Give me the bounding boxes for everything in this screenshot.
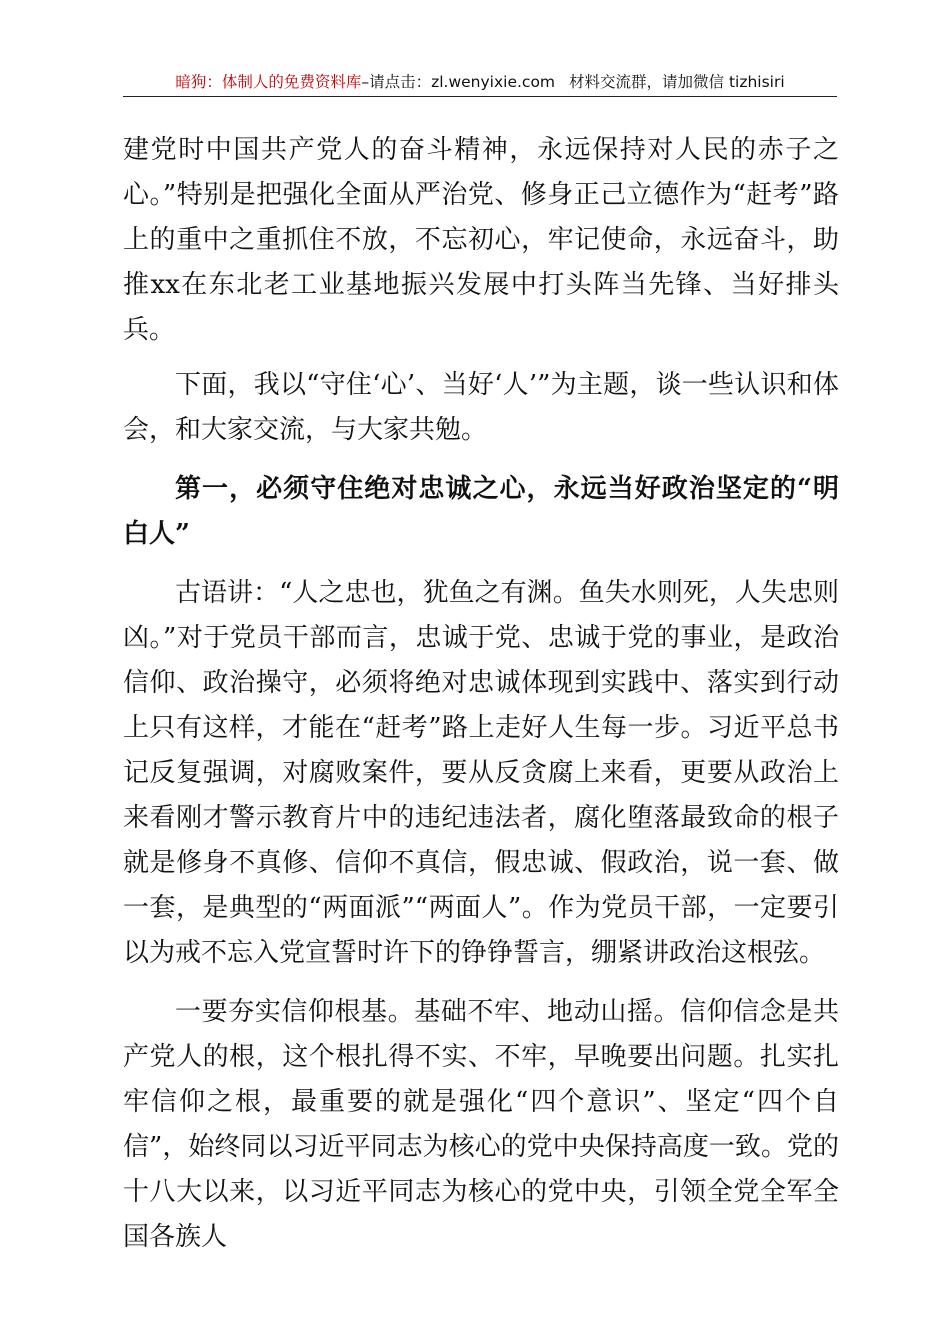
section-heading: 第一，必须守住绝对忠诚之心，永远当好政治坚定的“明白人” [123, 474, 839, 549]
header-site-name: 暗狗：体制人的免费资料库 [175, 73, 362, 91]
paragraph-2: 下面，我以“守住‘心’、当好‘人’”为主题，谈一些认识和体会，和大家交流，与大家共勉。 [123, 370, 839, 445]
paragraph-1: 建党时中国共产党人的奋斗精神，永远保持对人民的赤子之心。”特别是把强化全面从严治党、修身正己立德作为“赶考”路上的重中之重抓住不放，不忘初心，牢记使命，永远奋斗，助推xx在东北老工业基地振兴发展中打头阵当先锋、当好排头兵。 [123, 135, 839, 345]
page-header [123, 62, 837, 97]
document-body [123, 128, 839, 1260]
header-wechat-text: 材料交流群，请加微信 tizhisiri [569, 73, 785, 91]
paragraph-4: 一要夯实信仰根基。基础不牢、地动山摇。信仰信念是共产党人的根，这个根扎得不实、不牢，早晚要出问题。扎实扎牢信仰之根，最重要的就是强化“四个意识”、坚定“四个自信”，始终同以习近平同志为核心的党中央保持高度一致。党的十八大以来，以习近平同志为核心的党中央，引领全党全军全国各族人 [123, 997, 839, 1252]
paragraph-3: 古语讲：“人之忠也，犹鱼之有渊。鱼失水则死，人失忠则凶。”对于党员干部而言，忠诚于党、忠诚于党的事业，是政治信仰、政治操守，必须将绝对忠诚体现到实践中、落实到行动上只有这样，才能在“赶考”路上走好人生每一步。习近平总书记反复强调，对腐败案件，要从反贪腐上来看，更要从政治上来看刚才警示教育片中的违纪违法者，腐化堕落最致命的根子就是修身不真修、信仰不真信，假忠诚、假政治，说一套、做一套，是典型的“两面派”“两面人”。作为党员干部，一定要引以为戒不忘入党宣誓时许下的铮铮誓言，绷紧讲政治这根弦。 [123, 578, 839, 968]
header-link-text[interactable]: –请点击：zl.wenyixie.com [361, 73, 556, 91]
